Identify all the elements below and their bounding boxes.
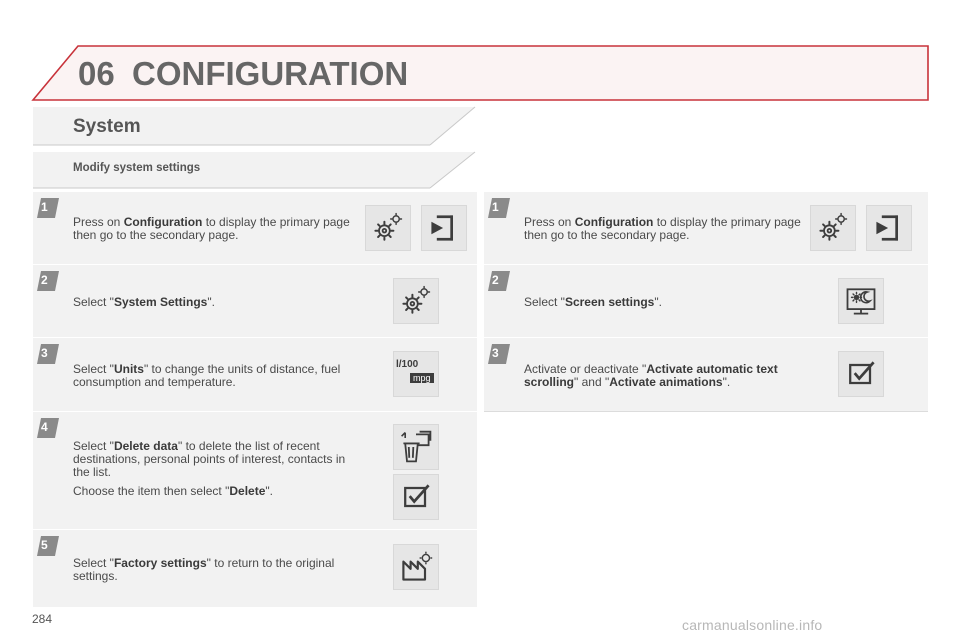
right-step-3 [484, 338, 928, 412]
step-number: 3 [41, 346, 48, 360]
step-text: Activate or deactivate "Activate automatic text scrolling" and "Activate animations". [524, 362, 778, 389]
step-number: 4 [41, 420, 48, 434]
left-step-2 [33, 265, 477, 338]
left-step-3 [33, 338, 477, 412]
step-number: 2 [492, 273, 499, 287]
left-step-4 [33, 412, 477, 530]
step-text: Press on Configuration to display the primary page then go to the secondary page. [524, 215, 801, 242]
arrow-in-icon [421, 205, 467, 251]
arrow-in-icon [866, 205, 912, 251]
step-number: 1 [41, 200, 48, 214]
factory-settings-icon [393, 544, 439, 590]
watermark: carmanualsonline.info [682, 617, 823, 633]
screen-settings-icon [838, 278, 884, 324]
left-step-1 [33, 192, 477, 265]
gear-icon [810, 205, 856, 251]
chapter-title: CONFIGURATION [132, 55, 409, 92]
gear-icon [365, 205, 411, 251]
gear-icon [393, 278, 439, 324]
step-number: 1 [492, 200, 499, 214]
step-text: Select "Screen settings". [524, 295, 662, 309]
step-text: Select "System Settings". [73, 295, 215, 309]
step-text: Select "Units" to change the units of distance, fuel consumption and temperature. [73, 362, 341, 389]
left-step-5 [33, 530, 477, 608]
section-title: System [73, 116, 141, 137]
delete-data-icon [393, 424, 439, 470]
left-steps-column [33, 192, 477, 608]
checkbox-icon [393, 474, 439, 520]
step-number: 3 [492, 346, 499, 360]
units-icon [393, 351, 439, 397]
checkbox-icon [838, 351, 884, 397]
step-text: Press on Configuration to display the primary page then go to the secondary page. [73, 215, 350, 242]
units-bottom-label: mpg [410, 373, 434, 383]
step-number: 5 [41, 538, 48, 552]
right-step-2 [484, 265, 928, 338]
chapter-number: 06 [78, 55, 115, 92]
page-number: 284 [32, 612, 53, 626]
step-text: Select "Factory settings" to return to the original settings. [73, 556, 335, 583]
right-step-1 [484, 192, 928, 265]
step-number: 2 [41, 273, 48, 287]
section-subtitle: Modify system settings [73, 162, 201, 174]
step-text: Select "Delete data" to delete the list of recent destinations, personal points of interest, contacts in the list. Choose the item then select "Delete". [73, 439, 346, 498]
right-steps-column [484, 192, 928, 412]
units-top-label: l/100 [396, 359, 419, 370]
